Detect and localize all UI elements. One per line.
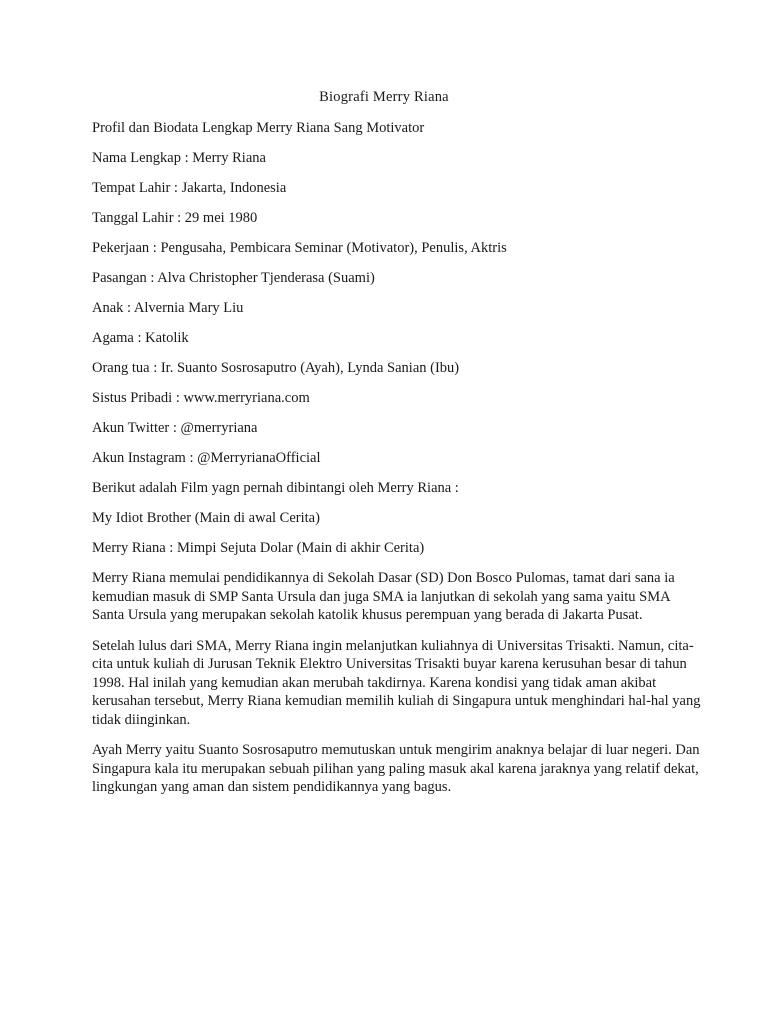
films-intro: Berikut adalah Film yagn pernah dibintangi oleh Merry Riana : — [92, 480, 459, 496]
profile-tanggal-lahir: Tanggal Lahir : 29 mei 1980 — [92, 210, 258, 226]
document-title: Biografi Merry Riana — [319, 89, 449, 105]
paragraph-university: Setelah lulus dari SMA, Merry Riana ingin melanjutkan kuliahnya di Universitas Trisakti. Namun, cita-cita untuk kuliah di Jurusan Teknik Elektro Universitas Trisakti buyar karena kerusuhan besar di tahun 1998. Hal inilah yang kemudian akan merubah takdirnya. Karena kondisi yang tidak aman akibat kerusahan tersebut, Merry Riana kemudian memilih kuliah di Singapura untuk menghindari hal-hal yang tidak diinginkan. — [92, 637, 701, 728]
profile-situs-pribadi: Sistus Pribadi : www.merryriana.com — [92, 390, 310, 406]
profile-akun-instagram: Akun Instagram : @MerryrianaOfficial — [92, 450, 321, 466]
profile-tempat-lahir: Tempat Lahir : Jakarta, Indonesia — [92, 180, 287, 196]
film-item: Merry Riana : Mimpi Sejuta Dolar (Main di akhir Cerita) — [92, 540, 425, 556]
paragraph-education: Merry Riana memulai pendidikannya di Sekolah Dasar (SD) Don Bosco Pulomas, tamat dari sana ia kemudian masuk di SMP Santa Ursula dan juga SMA ia lanjutkan di sekolah yang sama yaitu SMA Santa Ursula yang merupakan sekolah katolik khusus perempuan yang berada di Jakarta Pusat. — [92, 570, 675, 623]
profile-akun-twitter: Akun Twitter : @merryriana — [92, 420, 258, 436]
paragraph-singapore: Ayah Merry yaitu Suanto Sosrosaputro memutuskan untuk mengirim anaknya belajar di luar negeri. Dan Singapura kala itu merupakan sebuah pilihan yang paling masuk akal karena jaraknya yang relatif dekat, lingkungan yang aman dan sistem pendidikannya yang bagus. — [92, 742, 700, 795]
film-item: My Idiot Brother (Main di awal Cerita) — [92, 510, 320, 526]
document-body — [92, 119, 702, 809]
profile-orang-tua: Orang tua : Ir. Suanto Sosrosaputro (Ayah), Lynda Sanian (Ibu) — [92, 360, 460, 376]
profile-pekerjaan: Pekerjaan : Pengusaha, Pembicara Seminar (Motivator), Penulis, Aktris — [92, 240, 507, 256]
profile-agama: Agama : Katolik — [92, 330, 189, 346]
profile-pasangan: Pasangan : Alva Christopher Tjenderasa (Suami) — [92, 270, 375, 286]
profile-anak: Anak : Alvernia Mary Liu — [92, 300, 244, 316]
intro-line: Profil dan Biodata Lengkap Merry Riana Sang Motivator — [92, 120, 425, 136]
profile-nama-lengkap: Nama Lengkap : Merry Riana — [92, 150, 266, 166]
